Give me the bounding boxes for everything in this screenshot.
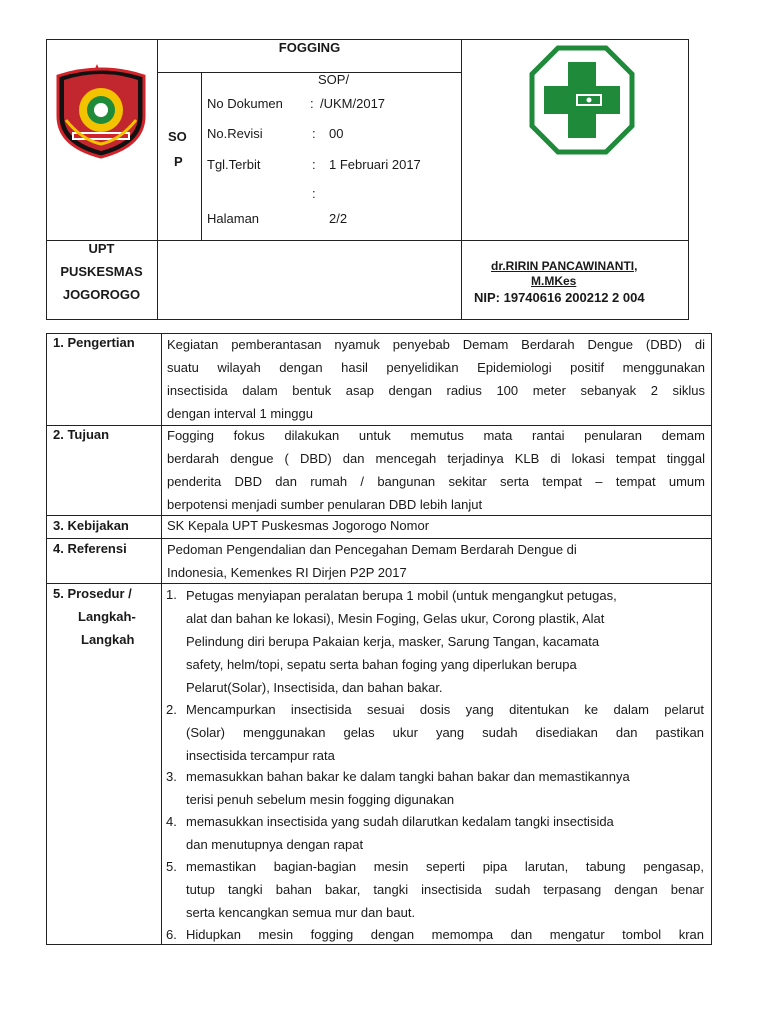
doc-number-colon: : [310,96,314,111]
text-line: Pelarut(Solar), Insectisida, dan bahan bakar. [186,680,443,695]
sop-label-line2: P [174,154,183,169]
doc-number-label: No Dokumen [207,96,283,111]
text-line: berpotensi menjadi sumber penularan DBD lebih lanjut [167,497,483,512]
signer-name-line1: dr.RIRIN PANCAWINANTI, [491,259,638,273]
step-text [186,698,704,767]
text-line: terisi penuh sebelum mesin fogging digunakan [186,792,455,807]
section-label-prosedur-line1: 5. Prosedur / [53,586,132,601]
issued-date-value: 1 Februari 2017 [329,157,421,172]
revision-colon: : [312,126,316,141]
text-line: Mencampurkan insectisida sesuai dosis yang ditentukan ke dalam pelarut [186,702,704,717]
text-line: memastikan bagian-bagian mesin seperti pipa larutan, tabung pengasap, [186,859,704,874]
text-line: memasukkan insectisida yang sudah dilarutkan kedalam tangki insectisida [186,814,614,829]
step-text [186,810,704,856]
text-line: safety, helm/topi, sepatu serta bahan foging yang diperlukan berupa [186,657,577,672]
section-label-prosedur-line2: Langkah- [78,609,136,624]
text-line: Pelindung diri berupa Pakaian kerja, masker, Sarung Tangan, kacamata [186,634,600,649]
text-line: Indonesia, Kemenkes RI Dirjen P2P 2017 [167,565,407,580]
document-title: FOGGING [278,40,341,55]
section-label-pengertian: 1. Pengertian [53,335,135,350]
step-number: 5. [166,859,177,874]
page-colon: : [312,186,316,201]
sop-label-line1: SO [168,129,187,144]
text-line: dengan interval 1 minggu [167,406,313,421]
page-value: 2/2 [329,211,348,226]
section-text-referensi [167,538,705,584]
step-number: 2. [166,702,177,717]
page-label: Halaman [207,211,260,226]
step-text [186,765,704,811]
text-line: Petugas menyiapan peralatan berupa 1 mobil (untuk mengangkut petugas, [186,588,617,603]
section-text-pengertian [167,333,705,425]
text-line: penderita DBD dan rumah / bangunan sekitar serta tempat – tempat umum [167,474,705,489]
text-line: dan menutupnya dengan rapat [186,837,364,852]
text-line: insectisida tercampur rata [186,748,335,763]
step-number: 4. [166,814,177,829]
step-number: 3. [166,769,177,784]
step-text [186,855,704,924]
text-line: serta kencangkan semua mur dan baut. [186,905,416,920]
issued-date-colon: : [312,157,316,172]
text-line: (Solar) menggunakan gelas ukur yang sudah disediakan dan pastikan [186,725,704,740]
section-text-tujuan [167,424,705,516]
issued-date-label: Tgl.Terbit [207,157,261,172]
section-label-kebijakan: 3. Kebijakan [53,518,129,533]
text-line: tutup tangki bahan bakar, tangki insectisida sudah terpasang dengan benar [186,882,704,897]
section-label-prosedur-line3: Langkah [81,632,135,647]
unit-name-line1: UPT [88,241,115,256]
signer-name-line2: M.MKes [531,274,577,288]
revision-label: No.Revisi [207,126,263,141]
section-text-kebijakan: SK Kepala UPT Puskesmas Jogorogo Nomor [167,518,430,533]
section-label-referensi: 4. Referensi [53,541,127,556]
signer-nip: NIP: 19740616 200212 2 004 [474,290,645,305]
text-line: Hidupkan mesin fogging dengan memompa dan mengatur tombol kran [186,927,704,942]
step-number: 1. [166,587,177,602]
step-number: 6. [166,927,177,942]
text-line: insectisida dalam bentuk asap dengan radius 100 meter sebanyak 2 siklus [167,383,705,398]
text-line: alat dan bahan ke lokasi), Mesin Foging, Gelas ukur, Corong plastik, Alat [186,611,605,626]
text-line: memasukkan bahan bakar ke dalam tangki bahan bakar dan memastikannya [186,769,630,784]
text-line: Fogging fokus dilakukan untuk memutus mata rantai penularan demam [167,428,705,443]
section-label-tujuan: 2. Tujuan [53,427,110,442]
doc-number-value-line1: SOP/ [318,72,350,87]
text-line: Kegiatan pemberantasan nyamuk penyebab Demam Berdarah Dengue (DBD) di [167,337,705,352]
puskesmas-logo [528,44,636,156]
step-text [186,923,704,946]
text-line: Pedoman Pengendalian dan Pencegahan Demam Berdarah Dengue di [167,542,577,557]
step-text [186,584,704,699]
unit-name-line2: PUSKESMAS [60,264,143,279]
text-line: suatu wilayah dengan hasil penyelidikan Epidemiologi positif menggunakan [167,360,705,375]
revision-value: 00 [329,126,344,141]
unit-name-line3: JOGOROGO [62,287,141,302]
text-line: berdarah dengue ( DBD) dan mencegah terjadinya KLB di lokasi tempat tinggal [167,451,705,466]
regency-crest-logo [52,60,150,160]
doc-number-value-line2: /UKM/2017 [320,96,386,111]
